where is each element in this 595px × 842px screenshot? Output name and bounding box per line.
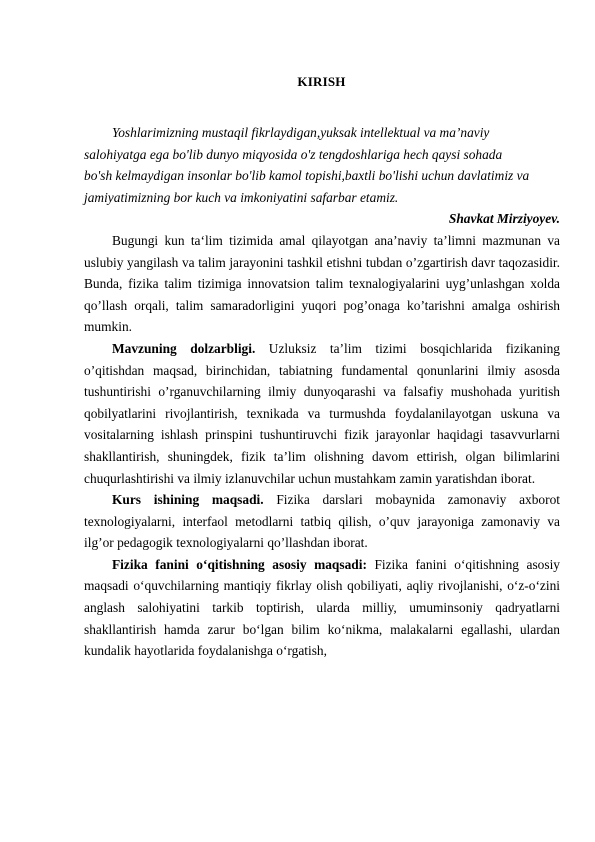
page-title: KIRISH [297, 74, 346, 89]
paragraph-lead: Mavzuning dolzarbligi. [112, 340, 256, 356]
paragraph-lead: Fizika fanini o‘qitishning asosiy maqsadi: [112, 556, 367, 572]
epigraph-line: salohiyatga ega bo'lib dunyo miqyosida o'z tengdoshlariga hech qaysi sohada [84, 146, 503, 162]
paragraph-intro [84, 230, 560, 338]
epigraph-author: Shavkat Mirziyoyev. [448, 211, 560, 227]
paragraph-text: Bugungi kun ta‘lim tizimida amal qilayotgan ana’naviy ta’limni mazmunan va uslubiy yangilash va talim jarayonini tashkil etishni tubdan o’zgartirish davr taqozasidir. Bunda, fizika talim tizimiga innovatsion talim texnalogiyalarini uyg’unlashgan xolda qo’llash orqali, talim samaradorligini yuqori pog’onaga ko’tarishni amalga oshirish mumkin. [84, 232, 560, 335]
paragraph-relevance [84, 338, 560, 489]
paragraph-physics-goal [84, 554, 560, 662]
paragraph-text: Uzluksiz ta’lim tizimi bosqichlarida fizikaning o’qitishdan maqsad, birinchidan, tabiatning fundamental qonunlarini ilmiy asosda tushuntirishi o’rganuvchilarning ilmiy dunyoqarashi va falsafiy mushohada yuritish qobilyatlarini rivojlantirish, texnikada va turmushda foydalanilayotgan uskuna va vositalarning ishlash prinspini tushuntiruvchi fizik jarayonlar haqidagi tasavvurlarni shakllantirish, shuningdek, fizik ta’lim olishning davom ettirish, olgan bilimlarini chuqurlashtirishi va ilmiy izlanuvchilar uchun mustahkam zamin yaratishdan iborat. [84, 340, 560, 486]
paragraph-lead: Kurs ishining maqsadi. [112, 492, 264, 508]
epigraph-line: Yoshlarimizning mustaqil fikrlaydigan,yuksak intellektual va ma’naviy [112, 125, 490, 140]
paragraph-text: Fizika fanini o‘qitishning asosiy maqsadi o‘quvchilarning mantiqiy fikrlay olish qobiliyati, aqliy rivojlanishi, o‘z-o‘zini anglash salohiyatini tarkib toptirish, ularda milliy, umuminsoniy qadryatlarni shakllantirish hamda zarur bo‘lgan bilim ko‘nikma, malakalarni egallashi, ulardan kundalik hayotlarida foydalanishga o‘rgatish, [84, 556, 560, 659]
epigraph-line: jamiyatimizning bor kuch va imkoniyatini safarbar etamiz. [84, 189, 399, 205]
paragraph-text: Fizika darslari mobaynida zamonaviy axborot texnologiyalarni, interfaol metodlarni tatbiq qilish, o’quv jarayoniga zamonaviy va ilg’or pedagogik texnologiyalarni qo’llashdan iborat. [84, 492, 561, 551]
paragraph-course-goal [84, 489, 560, 554]
epigraph-line: bo'sh kelmaydigan insonlar bo'lib kamol topishi,baxtli bo'lishi uchun davlatimiz va [84, 168, 530, 184]
epigraph [84, 122, 557, 208]
